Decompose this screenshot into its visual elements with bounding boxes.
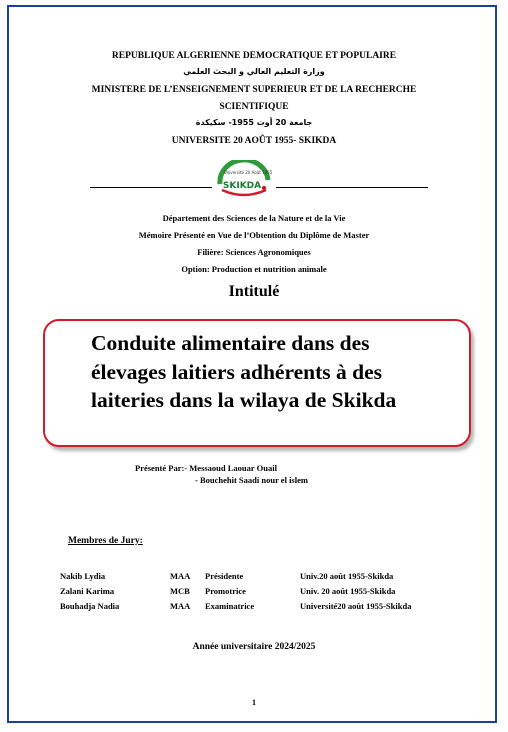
jury-grade: MAA [170, 601, 191, 611]
logo-dot [262, 186, 266, 190]
jury-univ: Université20 août 1955-Skikda [300, 601, 412, 611]
jury-name: Zalani Karima [60, 586, 115, 596]
jury-role: Examinatrice [205, 601, 255, 611]
university-name: UNIVERSITE 20 AOÛT 1955- SKIKDA [171, 136, 337, 146]
divider-left [90, 187, 212, 188]
divider-right [276, 187, 428, 188]
title-line-1: Conduite alimentaire dans des [91, 331, 370, 355]
presented-line-1: Présenté Par:- Messaoud Laouar Ouail [135, 463, 277, 473]
memoire-line: Mémoire Présenté en Vue de l’Obtention du Diplôme de Master [138, 230, 370, 240]
ministry-line-2: SCIENTIFIQUE [219, 102, 289, 112]
presented-line-2: - Bouchehit Saadi nour el islem [195, 475, 308, 485]
option: Option: Production et nutrition animale [181, 264, 327, 274]
title-line-2: élevages laitiers adhérents à des [91, 359, 383, 384]
intitule-heading: Intitulé [228, 283, 280, 300]
jury-name: Bouhadja Nadia [60, 601, 120, 611]
jury-role: Promotrice [205, 586, 246, 596]
thesis-title [91, 329, 461, 415]
jury-role: Présidente [205, 571, 244, 581]
jury-univ: Univ. 20 août 1955-Skikda [300, 586, 396, 596]
ministry-arabic: وزارة التعليم العالي و البحث العلمي [183, 67, 325, 76]
academic-year: Année universitaire 2024/2025 [192, 642, 316, 652]
university-logo [212, 160, 276, 198]
department: Département des Sciences de la Nature et de la Vie [162, 213, 346, 223]
ministry-line-1: MINISTERE DE L’ENSEIGNEMENT SUPERIEUR ET DE LA RECHERCHE [91, 85, 417, 95]
logo-text: SKIKDA [222, 181, 262, 191]
title-line-3: laiteries dans la wilaya de Skikda [91, 388, 397, 412]
republic-header: REPUBLIQUE ALGERIENNE DEMOCRATIQUE ET POPULAIRE [111, 51, 397, 61]
university-arabic: جامعة 20 أوت 1955- سكيكدة [195, 118, 313, 127]
presented-by [135, 462, 308, 486]
jury-univ: Univ.20 août 1955-Skikda [300, 571, 394, 581]
title-box [43, 319, 471, 447]
logo-arc-text: Université 20 Août 1955 [223, 170, 273, 175]
page-number: 1 [252, 698, 256, 707]
filiere: Filière: Sciences Agronomiques [197, 247, 311, 257]
jury-grade: MAA [170, 571, 191, 581]
jury-grade: MCB [170, 586, 190, 596]
jury-name: Nakib Lydia [60, 571, 106, 581]
jury-heading: Membres de Jury: [68, 536, 143, 546]
